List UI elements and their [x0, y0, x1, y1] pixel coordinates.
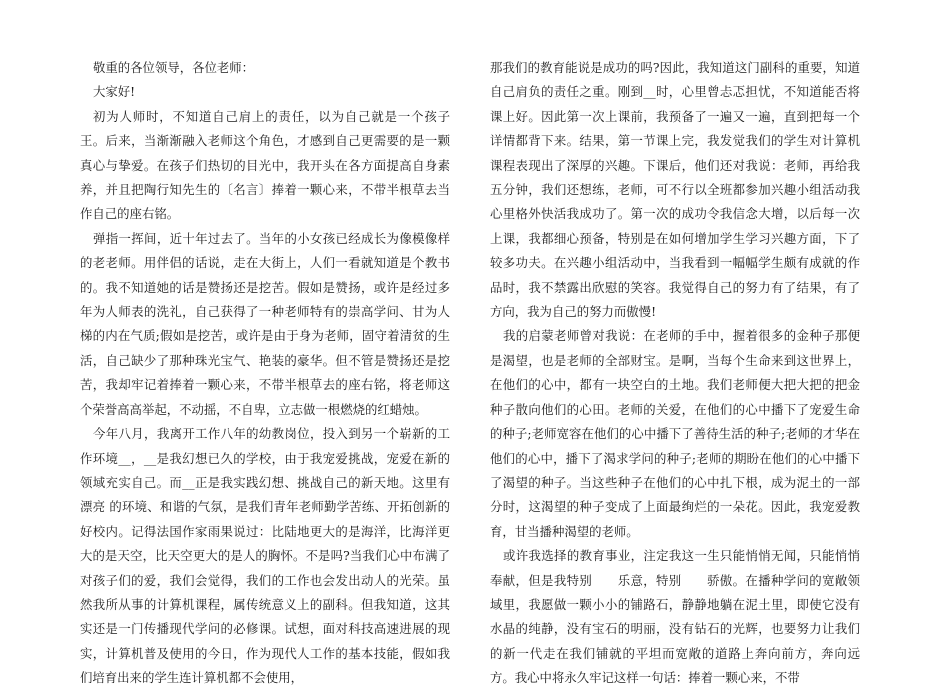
- greeting: 大家好!: [93, 84, 136, 100]
- right-column: [490, 56, 860, 691]
- paragraph: 弹指一挥间，近十年过去了。当年的小女孩已经成长为像模像样的老老师。用伴侣的话说，走在大街上，人们一看就知道是个教书的。我不知道她的话是赞扬还是挖苦。假如是赞扬，或许是经过多年为人师表的洗礼，自己获得了一种老师特有的崇高学问、甘为人梯的内在气质;假如是挖苦，或许是由于身为老师，固守着清贫的生活，自己缺少了那种珠光宝气、艳装的豪华。但不管是赞扬还是挖苦，我却牢记着捧着一颗心来，不带半根草去的座右铭，将老师这个荣誉高高举起，不动摇，不自卑，立志做一根燃烧的红蜡烛。: [80, 230, 450, 417]
- paragraph: 初为人师时，不知道自己肩上的责任，以为自己就是一个孩子王。后来，当渐渐融入老师这个角色，才感到自己更需要的是一颗真心与挚爱。在孩子们热切的目光中，我开头在各方面提高自身素养，并且把陶行知先生的〔名言〕捧着一颗心来，不带半根草去当作自己的座右铭。: [80, 108, 450, 222]
- paragraph: 或许我选择的教育事业，注定我这一生只能悄悄无闻，只能悄悄奉献，但是我特别 乐意，特别 骄傲。在播种学问的宽敞领域里，我愿做一颗小小的铺路石，静静地躺在泥土里，即使它没有水晶的纯静，没有宝石的明丽，没有钻石的光辉，也要努力让我们的新一代走在我们铺就的平坦而宽敞的道路上奔向前方，奔向远方。我心中将永久牢记这样一句话：捧着一颗心来，不带: [490, 548, 860, 686]
- salutation: 敬重的各位领导，各位老师：: [93, 60, 255, 75]
- paragraph: 今年八月，我离开工作八年的幼教岗位，投入到另一个崭新的工作环境__，__是我幻想已久的学校，由于我宠爱挑战，宠爱在新的领域充实自己。而__正是我实践幻想、挑战自己的新天地。这里有漂亮 的环境、和谐的气氛，是我们青年老师勤学苦练、开拓创新的好校内。记得法国作家雨果说过：比陆地更大的是海洋，比海洋更大的是天空，比天空更大的是人的胸怀。不是吗?当我们心中布满了对孩子们的爱，我们会觉得，我们的工作也会发出动人的光荣。虽然我所从事的计算机课程，属传统意义上的副科。但我知道，这其实还是一门传播现代学问的必修课。试想，面对科技高速进展的现实，计算机普及使用的今日，作为现代人工作的基本技能，假如我们培育出来的学生连计算机都不会使用，: [80, 426, 450, 686]
- paragraph-continued: 那我们的教育能说是成功的吗?因此，我知道这门副科的重要，知道自己肩负的责任之重。刚到__时，心里曾忐忑担忧，不知道能否将课上好。因此第一次上课前，我预备了一遍又一遍，直到把每一个详情都背下来。结果，第一节课上完，我发觉我们的学生对计算机课程表现出了深厚的兴趣。下课后，他们还对我说：老师，再给我五分钟，我们还想练，老师，可不行以全班都参加兴趣小组活动我心里格外快活我成功了。第一次的成功令我信念大增，以后每一次上课，我都细心预备，特别是在如何增加学生学习兴趣方面，下了较多功夫。在兴趣小组活动中，当我看到一幅幅学生颇有成就的作品时，我不禁露出欣慰的笑容。我觉得自己的努力有了结果，有了方向，我为自己的努力而傲慢!: [490, 60, 860, 320]
- paragraph: 我的启蒙老师曾对我说：在老师的手中，握着很多的金种子那便是渴望，也是老师的全部财宝。是啊，当每个生命来到这世界上，在他们的心中，都有一块空白的土地。我们老师便大把大把的把金种子散向他们的心田。老师的关爱，在他们的心中播下了宠爱生命的种子;老师宽容在他们的心中播下了善待生活的种子;老师的才华在他们的心中，播下了渴求学问的种子;老师的期盼在他们的心中播下了渴望的种子。当这些种子在他们的心中扎下根，成为泥土的一部分时，这渴望的种子变成了上面最绚烂的一朵花。因此，我宠爱教育，甘当播种渴望的老师。: [490, 328, 860, 539]
- left-column: [80, 56, 450, 691]
